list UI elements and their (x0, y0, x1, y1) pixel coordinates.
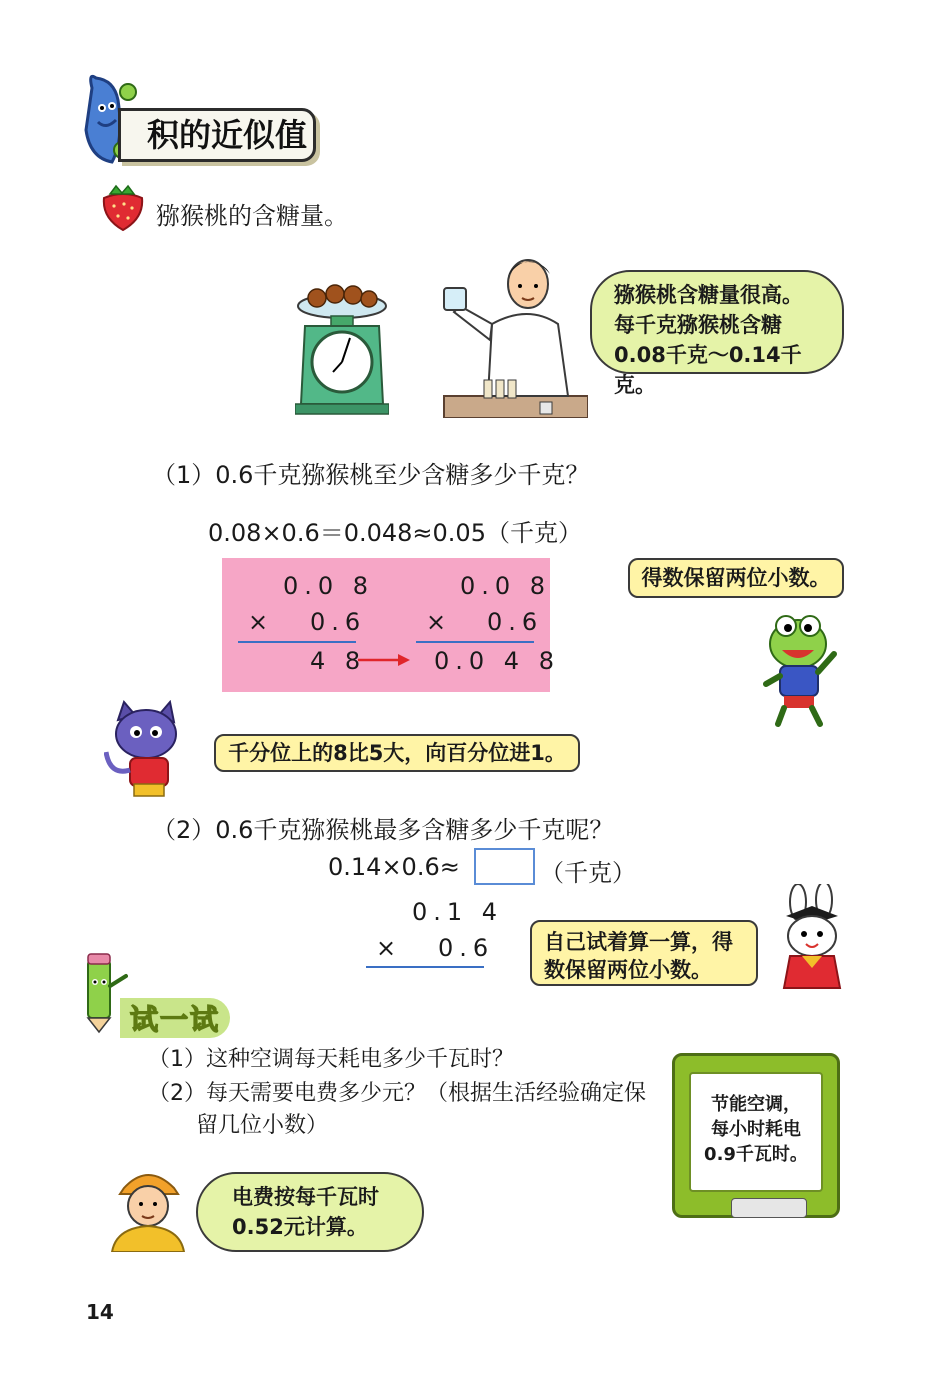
calc-right-result: 0.0 4 8 (434, 647, 560, 675)
calc-right-row1: 0.0 8 (460, 572, 552, 600)
rabbit-speech-bubble (530, 920, 758, 986)
calc-right-operator: × (426, 608, 453, 636)
try-question-1: （1）这种空调每天耗电多少千瓦时？ (148, 1047, 514, 1072)
ac-sign-line: 0.9千瓦时。 (704, 1144, 808, 1165)
rabbit-bubble-line: 自己试着算一算，得 (544, 930, 733, 954)
strawberry-icon (100, 184, 146, 232)
try-question-2-line1: （2）每天需要电费多少元？（根据生活经验确定保 (148, 1081, 646, 1106)
calc2-row1: 0.1 4 (412, 898, 504, 926)
frog-bubble-text: 得数保留两位小数。 (641, 566, 831, 590)
answer-blank[interactable] (474, 848, 535, 885)
scientist-speech-bubble (590, 270, 844, 397)
calc-left-divider (238, 641, 356, 643)
calc2-operator: × (376, 934, 403, 962)
rabbit-bubble-line: 数保留两位小数。 (544, 958, 712, 982)
worker-bubble-line: 0.52元计算。 (232, 1215, 368, 1239)
calc2-row2: 0.6 (438, 934, 495, 962)
scientist-icon (440, 240, 588, 418)
frog-mascot-icon (762, 610, 838, 728)
calc2-divider (366, 966, 484, 968)
ac-sign-line: 节能空调， (711, 1094, 801, 1115)
worker-speech-bubble (196, 1172, 424, 1252)
equation-2-unit: （千克） (540, 859, 636, 887)
frog-speech-bubble (628, 558, 844, 598)
rabbit-mascot-icon (772, 884, 850, 996)
calc-right-divider (416, 641, 534, 643)
cat-speech-bubble (214, 734, 580, 772)
calc-left-row2: 0.6 (310, 608, 367, 636)
calc-left-operator: × (248, 608, 275, 636)
red-arrow-icon (356, 652, 412, 668)
calc-right-row2: 0.6 (487, 608, 544, 636)
air-conditioner-sign-inner (689, 1072, 823, 1192)
worker-bubble-line: 电费按每千瓦时 (232, 1185, 379, 1209)
section-title: 积的近似值 (118, 108, 316, 162)
page-number: 14 (86, 1300, 114, 1324)
air-conditioner-sign (672, 1053, 840, 1218)
try-it-label: 试一试 (120, 998, 230, 1038)
scientist-bubble-line: 每千克猕猴桃含糖 (614, 313, 782, 337)
worker-mascot-icon (108, 1166, 188, 1252)
cat-mascot-icon (104, 700, 192, 804)
try-question-2-line2: 留几位小数） (196, 1113, 329, 1138)
equation-2: 0.14×0.6≈ (328, 853, 460, 881)
cat-bubble-text: 千分位上的8比5大，向百分位进1。 (228, 741, 566, 765)
question-1: （1）0.6千克猕猴桃至少含糖多少千克？ (152, 461, 590, 489)
scientist-bubble-line: 0.08千克～0.14千克。 (614, 343, 802, 397)
calc-left-result: 4 8 (310, 647, 367, 675)
air-conditioner-unit-icon (731, 1198, 807, 1218)
scientist-bubble-line: 猕猴桃含糖量很高。 (614, 283, 803, 307)
question-2: （2）0.6千克猕猴桃最多含糖多少千克呢？ (152, 816, 614, 844)
equation-1: 0.08×0.6＝0.048≈0.05（千克） (208, 519, 582, 547)
ac-sign-line: 每小时耗电 (711, 1119, 801, 1140)
calc-left-row1: 0.0 8 (283, 572, 375, 600)
kitchen-scale-icon (295, 280, 389, 416)
problem-intro: 猕猴桃的含糖量。 (156, 202, 348, 230)
